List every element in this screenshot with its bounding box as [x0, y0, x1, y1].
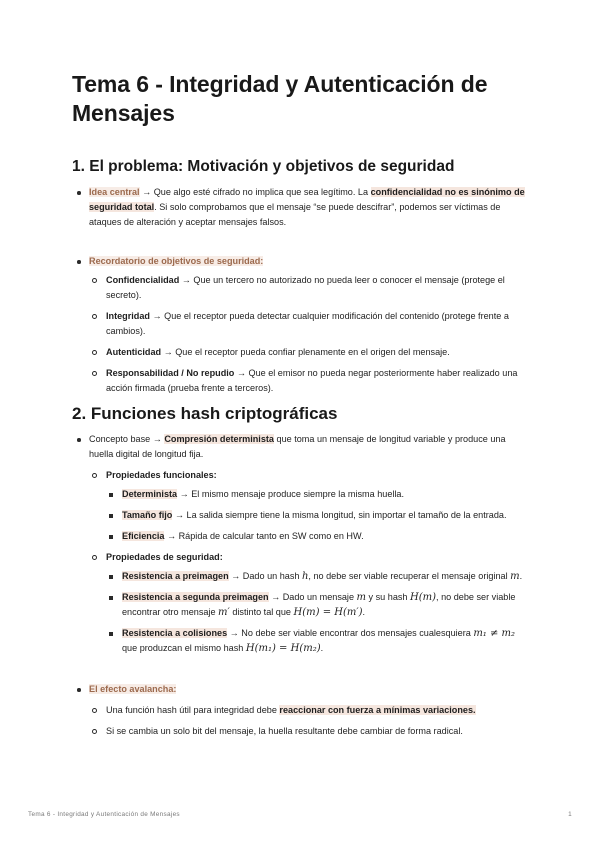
- idea-bold: confidencialidad no es sinónimo de seguridad total: [89, 187, 525, 212]
- reminder-item: [72, 254, 530, 396]
- functional-list: [106, 487, 530, 544]
- section-2-list: [72, 432, 530, 739]
- concept-item: Concepto base → Compresión determinista que toma un mensaje de longitud variable y produce una huella digital de longitud fija. Propiedades funcionales: Determinista → El mismo mensaje produce siempre la misma huella. Tamaño fijo → La salida siempre tiene la misma longitud, sin importar el tamaño de la entrada. Eficiencia → Rápida de calcular tanto en SW como en HW. Propiedades de seguridad: Resistencia a preimagen → Dado un hash h, no debe ser viable recuperar el mensaje original m. Resistencia a segunda preimagen → Dado un mensaje m y su hash H(m), no debe ser viable encontrar otro mensaje m′ distinto tal que H(m) = H(m′). Resistencia a colisiones → No debe ser viable encontrar dos mensajes cualesquiera m₁ ≠ m₂ que produzcan el mismo hash H(m₁) = H(m₂).: [72, 432, 530, 656]
- section-1-list: [72, 185, 530, 396]
- page-footer: [28, 811, 572, 818]
- avalanche-item: [72, 682, 530, 739]
- functional-item: Eficiencia → Rápida de calcular tanto en SW como en HW.: [106, 529, 530, 544]
- page-number: 1: [568, 811, 572, 818]
- functional-group: Propiedades funcionales: Determinista → El mismo mensaje produce siempre la misma huella. Tamaño fijo → La salida siempre tiene la misma longitud, sin importar el tamaño de la entrada. Eficiencia → Rápida de calcular tanto en SW como en HW.: [89, 468, 530, 544]
- functional-item: Tamaño fijo → La salida siempre tiene la misma longitud, sin importar el tamaño de la entrada.: [106, 508, 530, 523]
- avalanche-point: Si se cambia un solo bit del mensaje, la huella resultante debe cambiar de forma radical.: [89, 724, 530, 739]
- goal-item: Confidencialidad → Que un tercero no autorizado no pueda leer o conocer el mensaje (protege el secreto).: [89, 273, 530, 303]
- section-1-heading: 1. El problema: Motivación y objetivos de seguridad: [72, 158, 455, 175]
- avalanche-list: [89, 703, 530, 739]
- property-groups: [89, 468, 530, 656]
- avalanche-label: El efecto avalancha:: [89, 684, 177, 694]
- functional-item: Determinista → El mismo mensaje produce siempre la misma huella.: [106, 487, 530, 502]
- goal-item: Responsabilidad / No repudio → Que el emisor no pueda negar posteriormente haber realizado una acción firmada (prueba frente a terceros).: [89, 366, 530, 396]
- section-2-heading: 2. Funciones hash criptográficas: [72, 404, 338, 423]
- security-item-second-preimage: Resistencia a segunda preimagen → Dado un mensaje m y su hash H(m), no debe ser viable encontrar otro mensaje m′ distinto tal que H(m) = H(m′).: [106, 590, 530, 620]
- footer-title: Tema 6 - Integridad y Autenticación de Mensajes: [28, 811, 180, 818]
- goal-item: Integridad → Que el receptor pueda detectar cualquier modificación del contenido (protege frente a cambios).: [89, 309, 530, 339]
- goal-item: Autenticidad → Que el receptor pueda confiar plenamente en el origen del mensaje.: [89, 345, 530, 360]
- goals-list: [89, 273, 530, 396]
- page-title: Tema 6 - Integridad y Autenticación de Mensajes: [72, 71, 488, 126]
- security-item-preimage: Resistencia a preimagen → Dado un hash h, no debe ser viable recuperar el mensaje original m.: [106, 569, 530, 584]
- idea-central-item: Idea central → Que algo esté cifrado no implica que sea legítimo. La confidencialidad no es sinónimo de seguridad total. Si solo comprobamos que el mensaje “se puede descifrar”, podemos ser víctimas de ataques de alteración y aceptar mensajes falsos.: [72, 185, 530, 230]
- reminder-label: Recordatorio de objetivos de seguridad:: [89, 256, 264, 266]
- document-page: [72, 70, 530, 739]
- idea-label: Idea central: [89, 187, 140, 197]
- security-group: Propiedades de seguridad: Resistencia a preimagen → Dado un hash h, no debe ser viable recuperar el mensaje original m. Resistencia a segunda preimagen → Dado un mensaje m y su hash H(m), no debe ser viable encontrar otro mensaje m′ distinto tal que H(m) = H(m′). Resistencia a colisiones → No debe ser viable encontrar dos mensajes cualesquiera m₁ ≠ m₂ que produzcan el mismo hash H(m₁) = H(m₂).: [89, 550, 530, 656]
- security-list: [106, 569, 530, 656]
- security-item-collision: Resistencia a colisiones → No debe ser viable encontrar dos mensajes cualesquiera m₁ ≠ m₂ que produzcan el mismo hash H(m₁) = H(m₂).: [106, 626, 530, 656]
- avalanche-point: Una función hash útil para integridad debe reaccionar con fuerza a mínimas variaciones.: [89, 703, 530, 718]
